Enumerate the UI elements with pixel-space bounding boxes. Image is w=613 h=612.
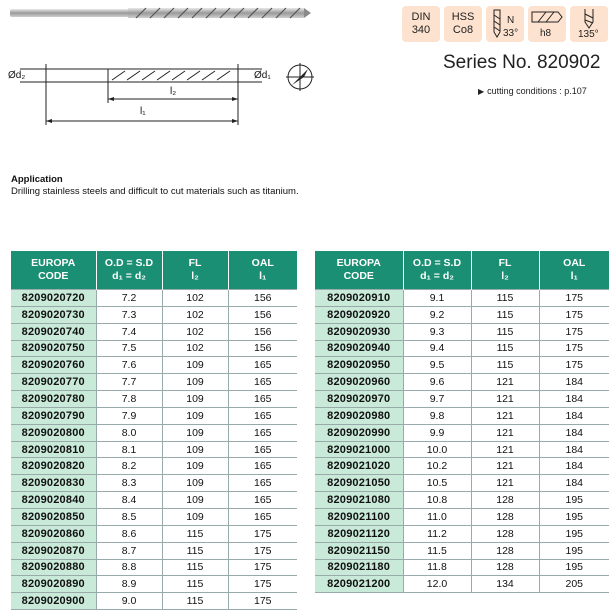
cell-flute-length: 102 [162, 323, 228, 340]
cell-europa-code: 8209020810 [11, 441, 96, 458]
table-row [315, 306, 609, 323]
cell-europa-code: 8209020910 [315, 290, 403, 307]
cell-europa-code: 8209020930 [315, 323, 403, 340]
tolerance-label: h8 [540, 28, 552, 39]
cell-europa-code: 8209021080 [315, 492, 403, 509]
cell-flute-length: 128 [471, 525, 539, 542]
table-row [315, 323, 609, 340]
table-row [11, 492, 297, 509]
cell-europa-code: 8209021200 [315, 576, 403, 593]
table-row [315, 340, 609, 357]
cell-diameter: 11.5 [403, 542, 471, 559]
table-row [11, 542, 297, 559]
cell-overall-length: 165 [228, 391, 297, 408]
cell-diameter: 9.1 [403, 290, 471, 307]
cell-diameter: 9.5 [403, 357, 471, 374]
cell-europa-code: 8209020770 [11, 374, 96, 391]
cell-diameter: 10.0 [403, 441, 471, 458]
cell-overall-length: 165 [228, 441, 297, 458]
cell-overall-length: 156 [228, 306, 297, 323]
cell-overall-length: 184 [539, 424, 609, 441]
cell-overall-length: 165 [228, 357, 297, 374]
cell-europa-code: 8209020980 [315, 407, 403, 424]
cell-flute-length: 128 [471, 542, 539, 559]
cell-overall-length: 184 [539, 441, 609, 458]
cell-diameter: 11.2 [403, 525, 471, 542]
cell-flute-length: 121 [471, 458, 539, 475]
cell-diameter: 10.8 [403, 492, 471, 509]
cell-overall-length: 175 [228, 576, 297, 593]
cell-diameter: 8.2 [96, 458, 162, 475]
cell-flute-length: 109 [162, 441, 228, 458]
cell-flute-length: 109 [162, 407, 228, 424]
cell-diameter: 8.1 [96, 441, 162, 458]
cell-flute-length: 121 [471, 374, 539, 391]
cell-diameter: 8.3 [96, 475, 162, 492]
cell-europa-code: 8209020720 [11, 290, 96, 307]
table-row [11, 391, 297, 408]
helix-type-label: N [507, 15, 515, 26]
table-row [315, 576, 609, 593]
cell-europa-code: 8209021120 [315, 525, 403, 542]
table-row [11, 290, 297, 307]
table-row [11, 458, 297, 475]
cell-flute-length: 121 [471, 424, 539, 441]
triangle-icon: ▶ [478, 87, 485, 96]
cell-flute-length: 115 [471, 323, 539, 340]
cell-diameter: 7.6 [96, 357, 162, 374]
cell-diameter: 9.6 [403, 374, 471, 391]
cell-europa-code: 8209021000 [315, 441, 403, 458]
cell-europa-code: 8209020870 [11, 542, 96, 559]
cell-diameter: 8.8 [96, 559, 162, 576]
table-row [315, 508, 609, 525]
cell-europa-code: 8209020970 [315, 391, 403, 408]
point-angle-label: 135° [578, 29, 599, 40]
cell-flute-length: 121 [471, 407, 539, 424]
cell-overall-length: 175 [539, 340, 609, 357]
table-row [315, 357, 609, 374]
cell-diameter: 7.8 [96, 391, 162, 408]
cell-flute-length: 134 [471, 576, 539, 593]
cell-diameter: 9.4 [403, 340, 471, 357]
cell-flute-length: 128 [471, 559, 539, 576]
cell-diameter: 7.2 [96, 290, 162, 307]
cell-diameter: 9.0 [96, 593, 162, 610]
table-row [11, 407, 297, 424]
d1-label: Ød₁ [254, 70, 271, 81]
left-spec-table [11, 251, 297, 610]
series-number: Series No. 820902 [443, 52, 601, 73]
cell-europa-code: 8209020920 [315, 306, 403, 323]
cell-europa-code: 8209020740 [11, 323, 96, 340]
cell-diameter: 8.6 [96, 525, 162, 542]
point-angle-badge [570, 6, 608, 42]
l2-label: l₂ [170, 86, 177, 97]
cell-diameter: 11.0 [403, 508, 471, 525]
cell-diameter: 8.0 [96, 424, 162, 441]
cell-overall-length: 175 [539, 306, 609, 323]
cell-overall-length: 184 [539, 407, 609, 424]
cell-overall-length: 165 [228, 475, 297, 492]
cell-diameter: 10.2 [403, 458, 471, 475]
table-row [11, 323, 297, 340]
table-row [11, 441, 297, 458]
cell-overall-length: 175 [539, 323, 609, 340]
cell-europa-code: 8209020990 [315, 424, 403, 441]
table-row [315, 559, 609, 576]
l1-label: l₁ [140, 106, 146, 117]
cell-flute-length: 102 [162, 290, 228, 307]
cell-diameter: 9.3 [403, 323, 471, 340]
table-row [315, 458, 609, 475]
cell-europa-code: 8209021100 [315, 508, 403, 525]
table-row [315, 407, 609, 424]
header-diameter: O.D = S.D d₁ = d₂ [96, 251, 162, 290]
cell-overall-length: 175 [539, 357, 609, 374]
cell-flute-length: 109 [162, 508, 228, 525]
cell-overall-length: 156 [228, 323, 297, 340]
cell-diameter: 12.0 [403, 576, 471, 593]
header-flute-length: FL l₂ [471, 251, 539, 290]
cell-flute-length: 115 [162, 525, 228, 542]
cell-europa-code: 8209020840 [11, 492, 96, 509]
cell-flute-length: 102 [162, 306, 228, 323]
cell-diameter: 8.4 [96, 492, 162, 509]
cell-overall-length: 184 [539, 475, 609, 492]
table-row [11, 306, 297, 323]
cell-europa-code: 8209020850 [11, 508, 96, 525]
cell-overall-length: 195 [539, 525, 609, 542]
cell-europa-code: 8209020940 [315, 340, 403, 357]
header-diameter: O.D = S.D d₁ = d₂ [403, 251, 471, 290]
cell-flute-length: 109 [162, 475, 228, 492]
cell-flute-length: 115 [162, 542, 228, 559]
cell-flute-length: 115 [471, 306, 539, 323]
material-badge: HSS Co8 [444, 6, 482, 42]
cell-flute-length: 109 [162, 492, 228, 509]
cell-diameter: 9.9 [403, 424, 471, 441]
cutting-conditions-text: cutting conditions : p.107 [487, 86, 587, 96]
cell-europa-code: 8209020890 [11, 576, 96, 593]
cell-europa-code: 8209021180 [315, 559, 403, 576]
cell-flute-length: 109 [162, 357, 228, 374]
table-row [11, 559, 297, 576]
din-badge: DIN 340 [402, 6, 440, 42]
table-row [11, 576, 297, 593]
table-row [315, 492, 609, 509]
cell-overall-length: 165 [228, 374, 297, 391]
cell-overall-length: 165 [228, 508, 297, 525]
cell-flute-length: 115 [471, 357, 539, 374]
cell-overall-length: 205 [539, 576, 609, 593]
table-row [11, 357, 297, 374]
cell-europa-code: 8209020900 [11, 593, 96, 610]
table-row [315, 290, 609, 307]
cell-flute-length: 115 [162, 559, 228, 576]
table-row [315, 391, 609, 408]
table-row [315, 424, 609, 441]
tolerance-icon [528, 6, 566, 28]
table-row [315, 475, 609, 492]
cell-overall-length: 165 [228, 407, 297, 424]
cell-overall-length: 165 [228, 492, 297, 509]
cell-flute-length: 121 [471, 441, 539, 458]
cell-europa-code: 8209020950 [315, 357, 403, 374]
table-row [11, 593, 297, 610]
cell-diameter: 11.8 [403, 559, 471, 576]
cell-flute-length: 128 [471, 508, 539, 525]
cell-flute-length: 121 [471, 391, 539, 408]
cell-europa-code: 8209020760 [11, 357, 96, 374]
cell-europa-code: 8209020800 [11, 424, 96, 441]
cell-diameter: 7.3 [96, 306, 162, 323]
header-europa-code: EUROPA CODE [315, 251, 403, 290]
header-flute-length: FL l₂ [162, 251, 228, 290]
cell-overall-length: 175 [228, 542, 297, 559]
cell-flute-length: 115 [162, 576, 228, 593]
cell-flute-length: 102 [162, 340, 228, 357]
table-row [11, 475, 297, 492]
cell-diameter: 9.7 [403, 391, 471, 408]
cell-flute-length: 115 [471, 340, 539, 357]
cell-overall-length: 156 [228, 290, 297, 307]
drill-technical-drawing [0, 55, 330, 135]
cell-overall-length: 165 [228, 458, 297, 475]
cell-europa-code: 8209020860 [11, 525, 96, 542]
cell-europa-code: 8209020750 [11, 340, 96, 357]
table-row [11, 508, 297, 525]
header-overall-length: OAL l₁ [539, 251, 609, 290]
cell-overall-length: 156 [228, 340, 297, 357]
cell-flute-length: 109 [162, 458, 228, 475]
table-row [315, 374, 609, 391]
cell-diameter: 9.8 [403, 407, 471, 424]
cell-overall-length: 175 [228, 525, 297, 542]
cell-diameter: 8.9 [96, 576, 162, 593]
drill-photo [8, 2, 313, 24]
d2-label: Ød₂ [8, 70, 26, 81]
cell-europa-code: 8209020790 [11, 407, 96, 424]
cell-europa-code: 8209021150 [315, 542, 403, 559]
table-row [315, 525, 609, 542]
table-row [11, 525, 297, 542]
cell-overall-length: 184 [539, 374, 609, 391]
cell-overall-length: 175 [539, 290, 609, 307]
point-angle-icon [570, 6, 608, 30]
table-row [315, 542, 609, 559]
helix-angle-badge [486, 6, 524, 42]
cell-flute-length: 109 [162, 374, 228, 391]
cell-flute-length: 109 [162, 391, 228, 408]
cell-flute-length: 115 [162, 593, 228, 610]
cell-overall-length: 175 [228, 593, 297, 610]
cell-europa-code: 8209020960 [315, 374, 403, 391]
cell-europa-code: 8209021050 [315, 475, 403, 492]
table-row [315, 441, 609, 458]
cutting-conditions [478, 86, 587, 96]
application-title: Application [11, 174, 63, 185]
cell-overall-length: 184 [539, 458, 609, 475]
cell-diameter: 7.4 [96, 323, 162, 340]
cell-flute-length: 115 [471, 290, 539, 307]
cell-diameter: 8.7 [96, 542, 162, 559]
cell-diameter: 7.9 [96, 407, 162, 424]
cell-overall-length: 184 [539, 391, 609, 408]
cell-europa-code: 8209020730 [11, 306, 96, 323]
cell-flute-length: 121 [471, 475, 539, 492]
cell-europa-code: 8209020820 [11, 458, 96, 475]
cell-europa-code: 8209020780 [11, 391, 96, 408]
cell-diameter: 7.7 [96, 374, 162, 391]
right-spec-table [315, 251, 609, 593]
cell-overall-length: 175 [228, 559, 297, 576]
application-text: Drilling stainless steels and difficult to cut materials such as titanium. [11, 186, 299, 197]
table-row [11, 340, 297, 357]
cell-europa-code: 8209020830 [11, 475, 96, 492]
header-overall-length: OAL l₁ [228, 251, 297, 290]
table-row [11, 374, 297, 391]
cell-europa-code: 8209021020 [315, 458, 403, 475]
cell-overall-length: 195 [539, 559, 609, 576]
cell-flute-length: 128 [471, 492, 539, 509]
table-row [11, 424, 297, 441]
tolerance-badge [528, 6, 566, 42]
cell-overall-length: 195 [539, 492, 609, 509]
cell-overall-length: 195 [539, 508, 609, 525]
cell-diameter: 7.5 [96, 340, 162, 357]
cell-diameter: 8.5 [96, 508, 162, 525]
helix-angle-label: 33° [503, 28, 519, 39]
cell-flute-length: 109 [162, 424, 228, 441]
cell-overall-length: 195 [539, 542, 609, 559]
cell-overall-length: 165 [228, 424, 297, 441]
header-europa-code: EUROPA CODE [11, 251, 96, 290]
cell-europa-code: 8209020880 [11, 559, 96, 576]
cell-diameter: 10.5 [403, 475, 471, 492]
cell-diameter: 9.2 [403, 306, 471, 323]
